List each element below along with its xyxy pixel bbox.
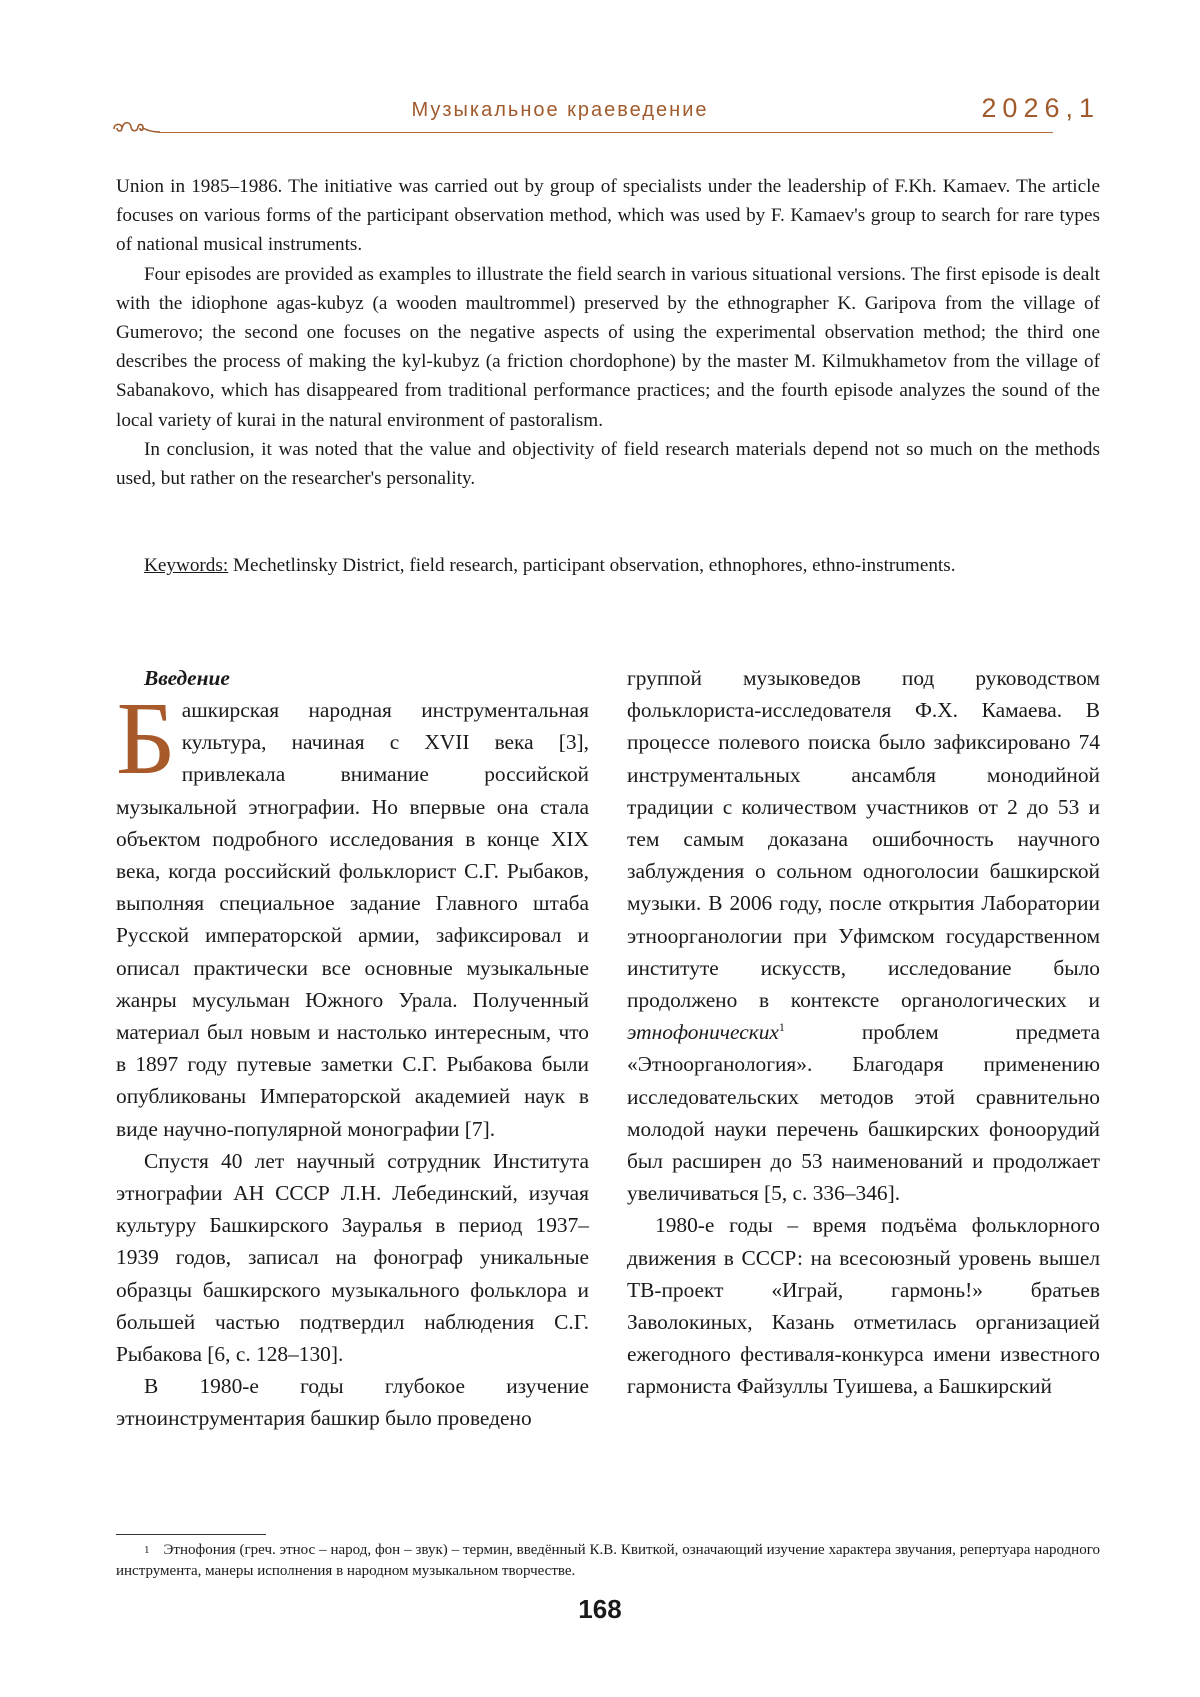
abstract-paragraph: In conclusion, it was noted that the value and objectivity of field research materials depend not so much on the methods used, but rather on the researcher's personality. xyxy=(116,438,1100,490)
footnote-text: Этнофония (греч. этнос – народ, фон – звук) – термин, введённый К.В. Квиткой, означающий изучение характера звучания, репертуара народного инструмента, манеры исполнения в народном музыкальном творчестве. xyxy=(116,1542,1100,1579)
section-heading: Введение xyxy=(144,666,230,690)
intro-text: ашкирская народная инструментальная культура, начиная с XVII века [3], привлекала внимание российской музыкальной этнографии. Но впервые она стала объектом подробного исследования в конце XIX века, когда российский фольклорист С.Г. Рыбаков, выполняя специальное задание Главного штаба Русской императорской армии, зафиксировал и описал практически все основные музыкальные жанры мусульман Южного Урала. Полученный материал был новым и настолько интересным, что в 1897 году путевые заметки С.Г. Рыбакова были опубликованы Императорской академией наук в виде научно-популярной монографии [7]. xyxy=(116,698,589,1141)
ornament-icon xyxy=(110,115,160,137)
body-text: проблем предмета «Этноорганология». Благодаря применению исследовательских методов этой сравнительно молодой науки перечень башкирских фоноорудий был расширен до 53 наименований и продолжает увеличиваться [5, с. 336–346]. xyxy=(627,1020,1100,1206)
keywords xyxy=(116,551,1100,580)
journal-title: Музыкальное краеведение xyxy=(411,99,709,121)
english-abstract xyxy=(116,172,1100,493)
footnote-rule xyxy=(116,1534,266,1535)
running-header xyxy=(110,95,1100,139)
drop-cap: Б xyxy=(116,681,176,796)
body-paragraph-continued xyxy=(627,662,1100,1209)
abstract-paragraph: Four episodes are provided as examples to illustrate the field search in various situational versions. The first episode is dealt with the idiophone agas-kubyz (a wooden maultrommel) preserved by the ethnographer K. Garipova from the village of Gumerovo; the second one focuses on the negative aspects of using the experimental observation method; the third one describes the process of making the kyl-kubyz (a friction chordophone) by the master M. Kilmukhametov from the village of Sabanakovo, which has disappeared from traditional performance practices; and the fourth episode analyzes the sound of the local variety of kurai in the natural environment of pastoralism. xyxy=(116,263,1100,431)
footnote-mark: 1 xyxy=(144,1544,150,1556)
body-paragraph: Спустя 40 лет научный сотрудник Института этнографии АН СССР Л.Н. Лебединский, изучая культуру Башкирского Зауралья в период 1937–1939 годов, записал на фонограф уникальные образцы башкирского музыкального фольклора и большей частью подтвердил наблюдения С.Г. Рыбакова [6, с. 128–130]. xyxy=(116,1148,589,1367)
keywords-label: Keywords: xyxy=(144,555,229,576)
body-text: группой музыковедов под руководством фольклориста-исследователя Ф.Х. Камаева. В процессе полевого поиска было зафиксировано 74 инструментальных ансамбля монодийной традиции с количеством участников от 2 до 53 и тем самым доказана ошибочность научного заблуждения о сольном одноголосии башкирской музыки. В 2006 году, после открытия Лаборатории этноорганологии при Уфимском государственном институте искусств, исследование было продолжено в контексте органологических и xyxy=(627,666,1100,1013)
body-paragraph: 1980-е годы – время подъёма фольклорного движения в СССР: на всесоюзный уровень вышел ТВ-проект «Играй, гармонь!» братьев Заволокиных, Казань отметилась организацией ежегодного фестиваля-конкурса имени известного гармониста Файзуллы Туишева, а Башкирский xyxy=(627,1213,1100,1399)
italic-term: этнофонических xyxy=(627,1020,779,1045)
left-column xyxy=(116,662,589,1435)
keywords-text: Mechetlinsky District, field research, participant observation, ethnophores, ethno-instruments. xyxy=(228,555,956,576)
footnote-reference[interactable]: 1 xyxy=(778,1020,785,1035)
abstract-paragraph: Union in 1985–1986. The initiative was carried out by group of specialists under the leadership of F.Kh. Kamaev. The article focuses on various forms of the participant observation method, which was used by F. Kamaev's group to search for rare types of national musical instruments. xyxy=(116,176,1100,256)
header-rule xyxy=(158,132,1053,133)
right-column xyxy=(627,662,1100,1403)
intro-paragraph xyxy=(116,681,589,1145)
issue-number: 2026,1 xyxy=(981,93,1100,123)
body-paragraph: В 1980-е годы глубокое изучение этноинструментария башкир было проведено xyxy=(116,1374,589,1431)
page-number: 168 xyxy=(578,1594,622,1624)
footnote xyxy=(116,1540,1100,1582)
